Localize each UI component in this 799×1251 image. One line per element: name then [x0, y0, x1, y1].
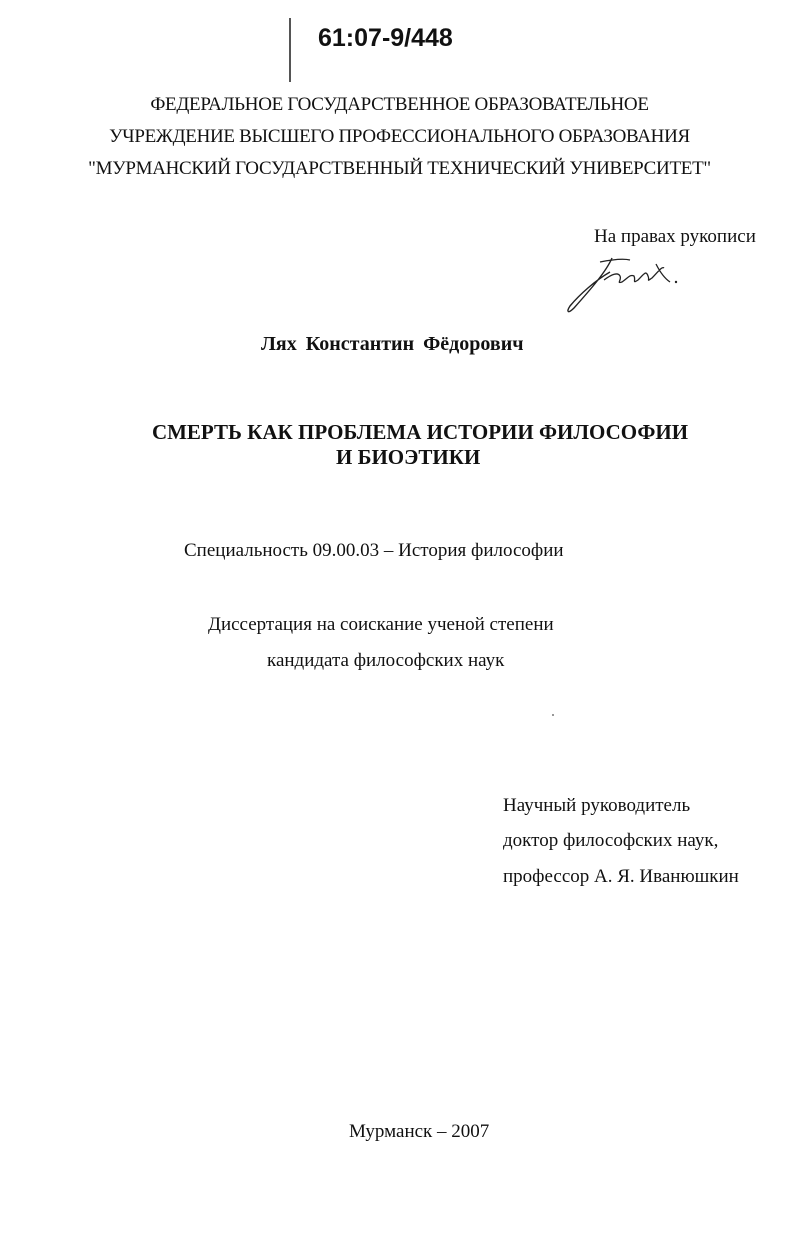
scan-speck [552, 714, 554, 716]
organization-line-3: "МУРМАНСКИЙ ГОСУДАРСТВЕННЫЙ ТЕХНИЧЕСКИЙ УНИВЕРСИТЕТ" [88, 158, 711, 179]
thesis-title-line-1: СМЕРТЬ КАК ПРОБЛЕМА ИСТОРИИ ФИЛОСОФИИ [151, 420, 689, 444]
degree-line-1: Диссертация на соискание ученой степени [208, 614, 554, 635]
degree-line-2: кандидата философских наук [267, 650, 505, 671]
signature-icon [560, 250, 690, 320]
organization-line-2: УЧРЕЖДЕНИЕ ВЫСШЕГО ПРОФЕССИОНАЛЬНОГО ОБРАЗОВАНИЯ [109, 126, 690, 147]
specialty: Специальность 09.00.03 – История философии [184, 540, 564, 561]
thesis-title-line-2: И БИОЭТИКИ [336, 445, 481, 469]
supervisor-line-3: профессор А. Я. Иванюшкин [503, 866, 739, 887]
organization-line-1: ФЕДЕРАЛЬНОЕ ГОСУДАРСТВЕННОЕ ОБРАЗОВАТЕЛЬНОЕ [150, 94, 649, 115]
catalog-code: 61:07-9/448 [318, 24, 453, 52]
place-year: Мурманск – 2007 [349, 1121, 490, 1142]
margin-rule [289, 18, 291, 82]
author-name: Лях Константин Фёдорович [261, 333, 524, 355]
supervisor-line-1: Научный руководитель [503, 795, 691, 816]
manuscript-rights: На правах рукописи [594, 226, 756, 247]
supervisor-line-2: доктор философских наук, [503, 830, 719, 851]
